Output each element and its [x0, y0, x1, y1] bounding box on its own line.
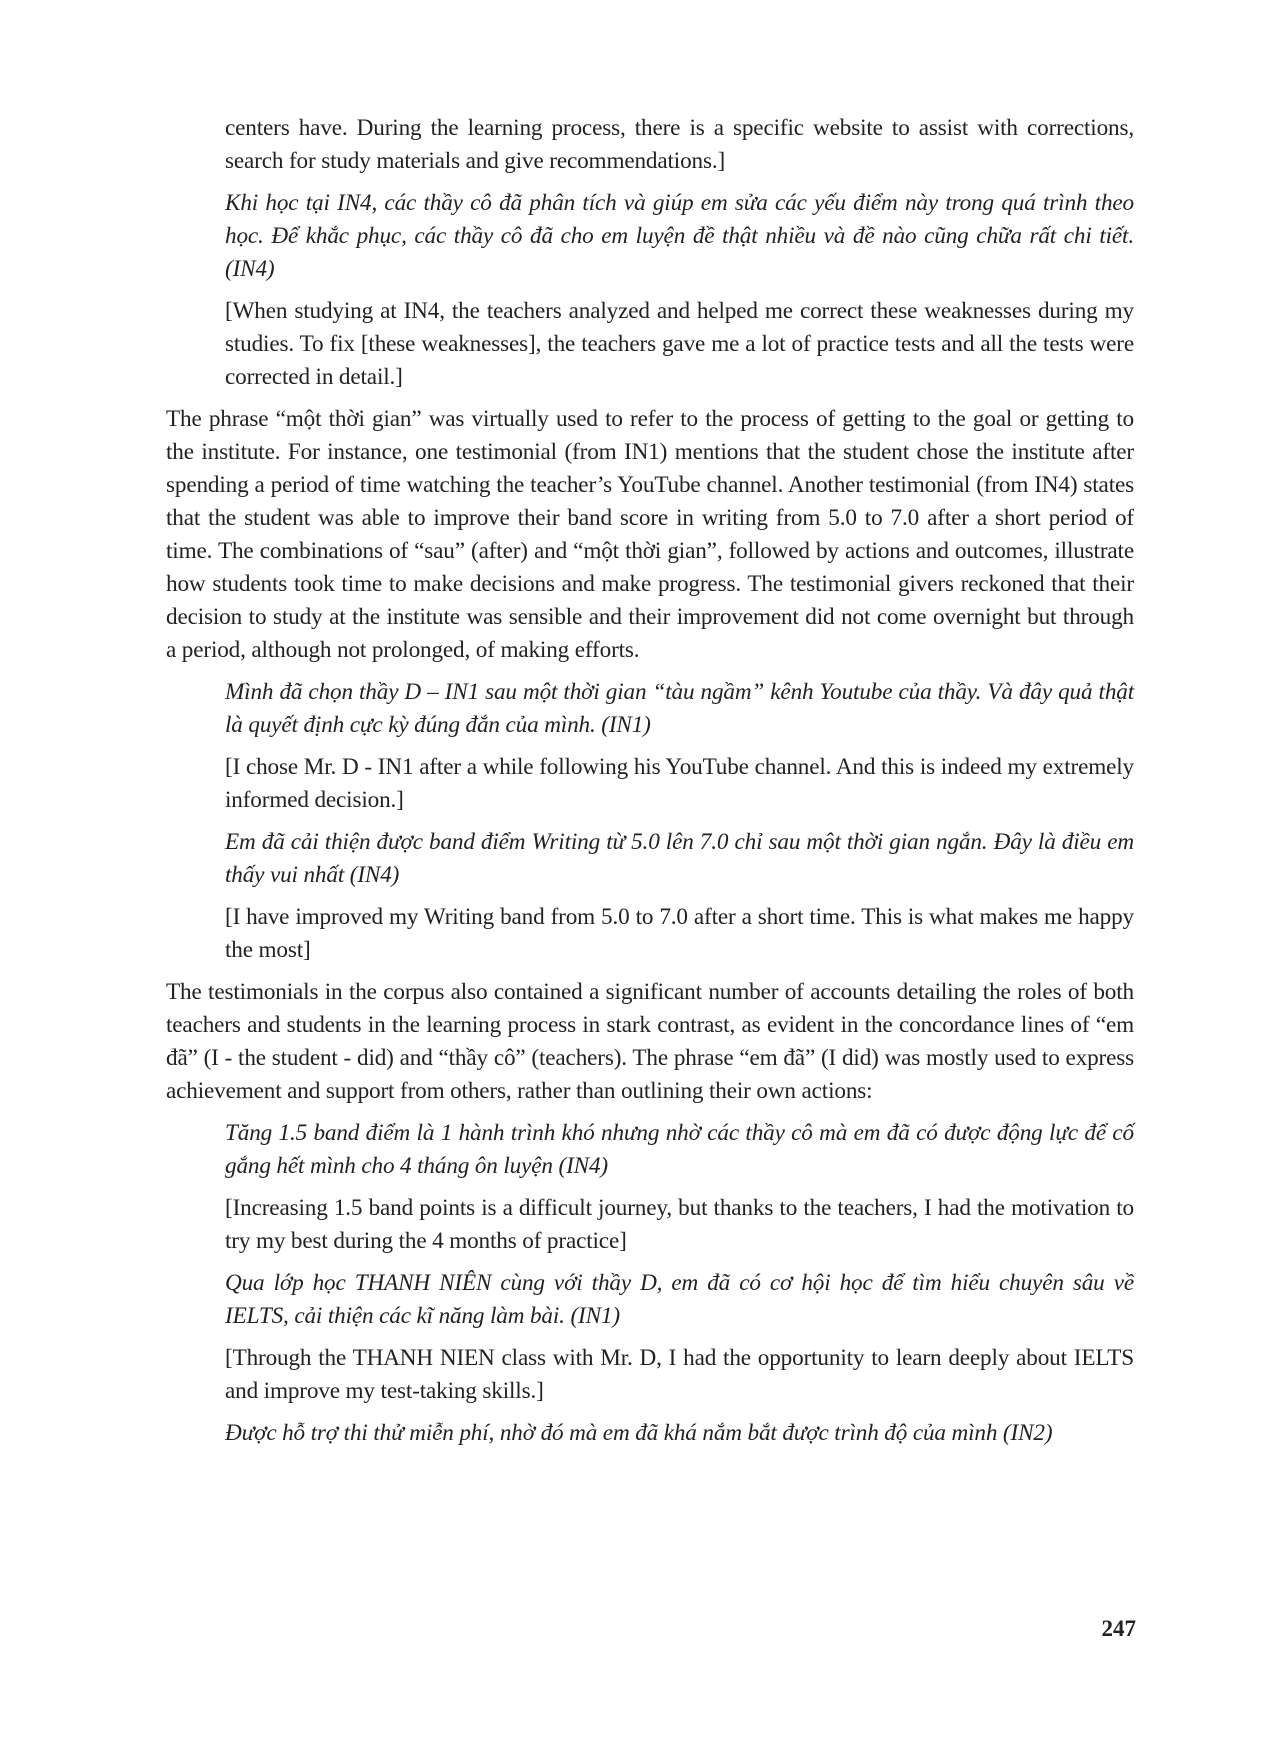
vietnamese-quote: Tăng 1.5 band điểm là 1 hành trình khó nhưng nhờ các thầy cô mà em đã có được động lực để cố gắng hết mình cho 4 tháng ôn luyện (IN4) — [225, 1120, 1134, 1179]
translation-paragraph: [When studying at IN4, the teachers analyzed and helped me correct these weaknesses during my studies. To fix [these weaknesses], the teachers gave me a lot of practice tests and all the tests were corrected in detail.] — [225, 298, 1134, 390]
vietnamese-quote: Em đã cải thiện được band điểm Writing từ 5.0 lên 7.0 chỉ sau một thời gian ngắn. Đây là điều em thấy vui nhất (IN4) — [225, 829, 1134, 888]
vietnamese-quote: Khi học tại IN4, các thầy cô đã phân tích và giúp em sửa các yếu điểm này trong quá trình theo học. Để khắc phục, các thầy cô đã cho em luyện đề thật nhiều và đề nào cũng chữa rất chi tiết. (IN4) — [225, 190, 1134, 282]
translation-paragraph: [I have improved my Writing band from 5.0 to 7.0 after a short time. This is what makes me happy the most] — [225, 904, 1134, 963]
body-paragraph: The testimonials in the corpus also contained a significant number of accounts detailing the roles of both teachers and students in the learning process in stark contrast, as evident in the concordance lines of “em đã” (I - the student - did) and “thầy cô” (teachers). The phrase “em đã” (I did) was mostly used to express achievement and support from others, rather than outlining their own actions: — [166, 979, 1134, 1104]
page-body — [166, 112, 1134, 1672]
translation-paragraph: centers have. During the learning process, there is a specific website to assist with corrections, search for study materials and give recommendations.] — [225, 115, 1134, 174]
body-paragraph: The phrase “một thời gian” was virtually used to refer to the process of getting to the goal or getting to the institute. For instance, one testimonial (from IN1) mentions that the student chose the institute after spending a period of time watching the teacher’s YouTube channel. Another testimonial (from IN4) states that the student was able to improve their band score in writing from 5.0 to 7.0 after a short period of time. The combinations of “sau” (after) and “một thời gian”, followed by actions and outcomes, illustrate how students took time to make decisions and make progress. The testimonial givers reckoned that their decision to study at the institute was sensible and their improvement did not come overnight but through a period, although not prolonged, of making efforts. — [166, 406, 1134, 663]
page-number: 247 — [1101, 1616, 1136, 1641]
vietnamese-quote: Được hỗ trợ thi thử miễn phí, nhờ đó mà em đã khá nắm bắt được trình độ của mình (IN2) — [225, 1420, 1053, 1446]
translation-paragraph: [I chose Mr. D - IN1 after a while following his YouTube channel. And this is indeed my extremely informed decision.] — [225, 754, 1134, 813]
vietnamese-quote: Mình đã chọn thầy D – IN1 sau một thời gian “tàu ngầm” kênh Youtube của thầy. Và đây quả thật là quyết định cực kỳ đúng đắn của mình. (IN1) — [225, 679, 1134, 738]
translation-paragraph: [Through the THANH NIEN class with Mr. D, I had the opportunity to learn deeply about IELTS and improve my test-taking skills.] — [225, 1345, 1134, 1404]
vietnamese-quote: Qua lớp học THANH NIÊN cùng với thầy D, em đã có cơ hội học để tìm hiểu chuyên sâu về IELTS, cải thiện các kĩ năng làm bài. (IN1) — [225, 1270, 1134, 1329]
translation-paragraph: [Increasing 1.5 band points is a difficult journey, but thanks to the teachers, I had the motivation to try my best during the 4 months of practice] — [225, 1195, 1134, 1254]
